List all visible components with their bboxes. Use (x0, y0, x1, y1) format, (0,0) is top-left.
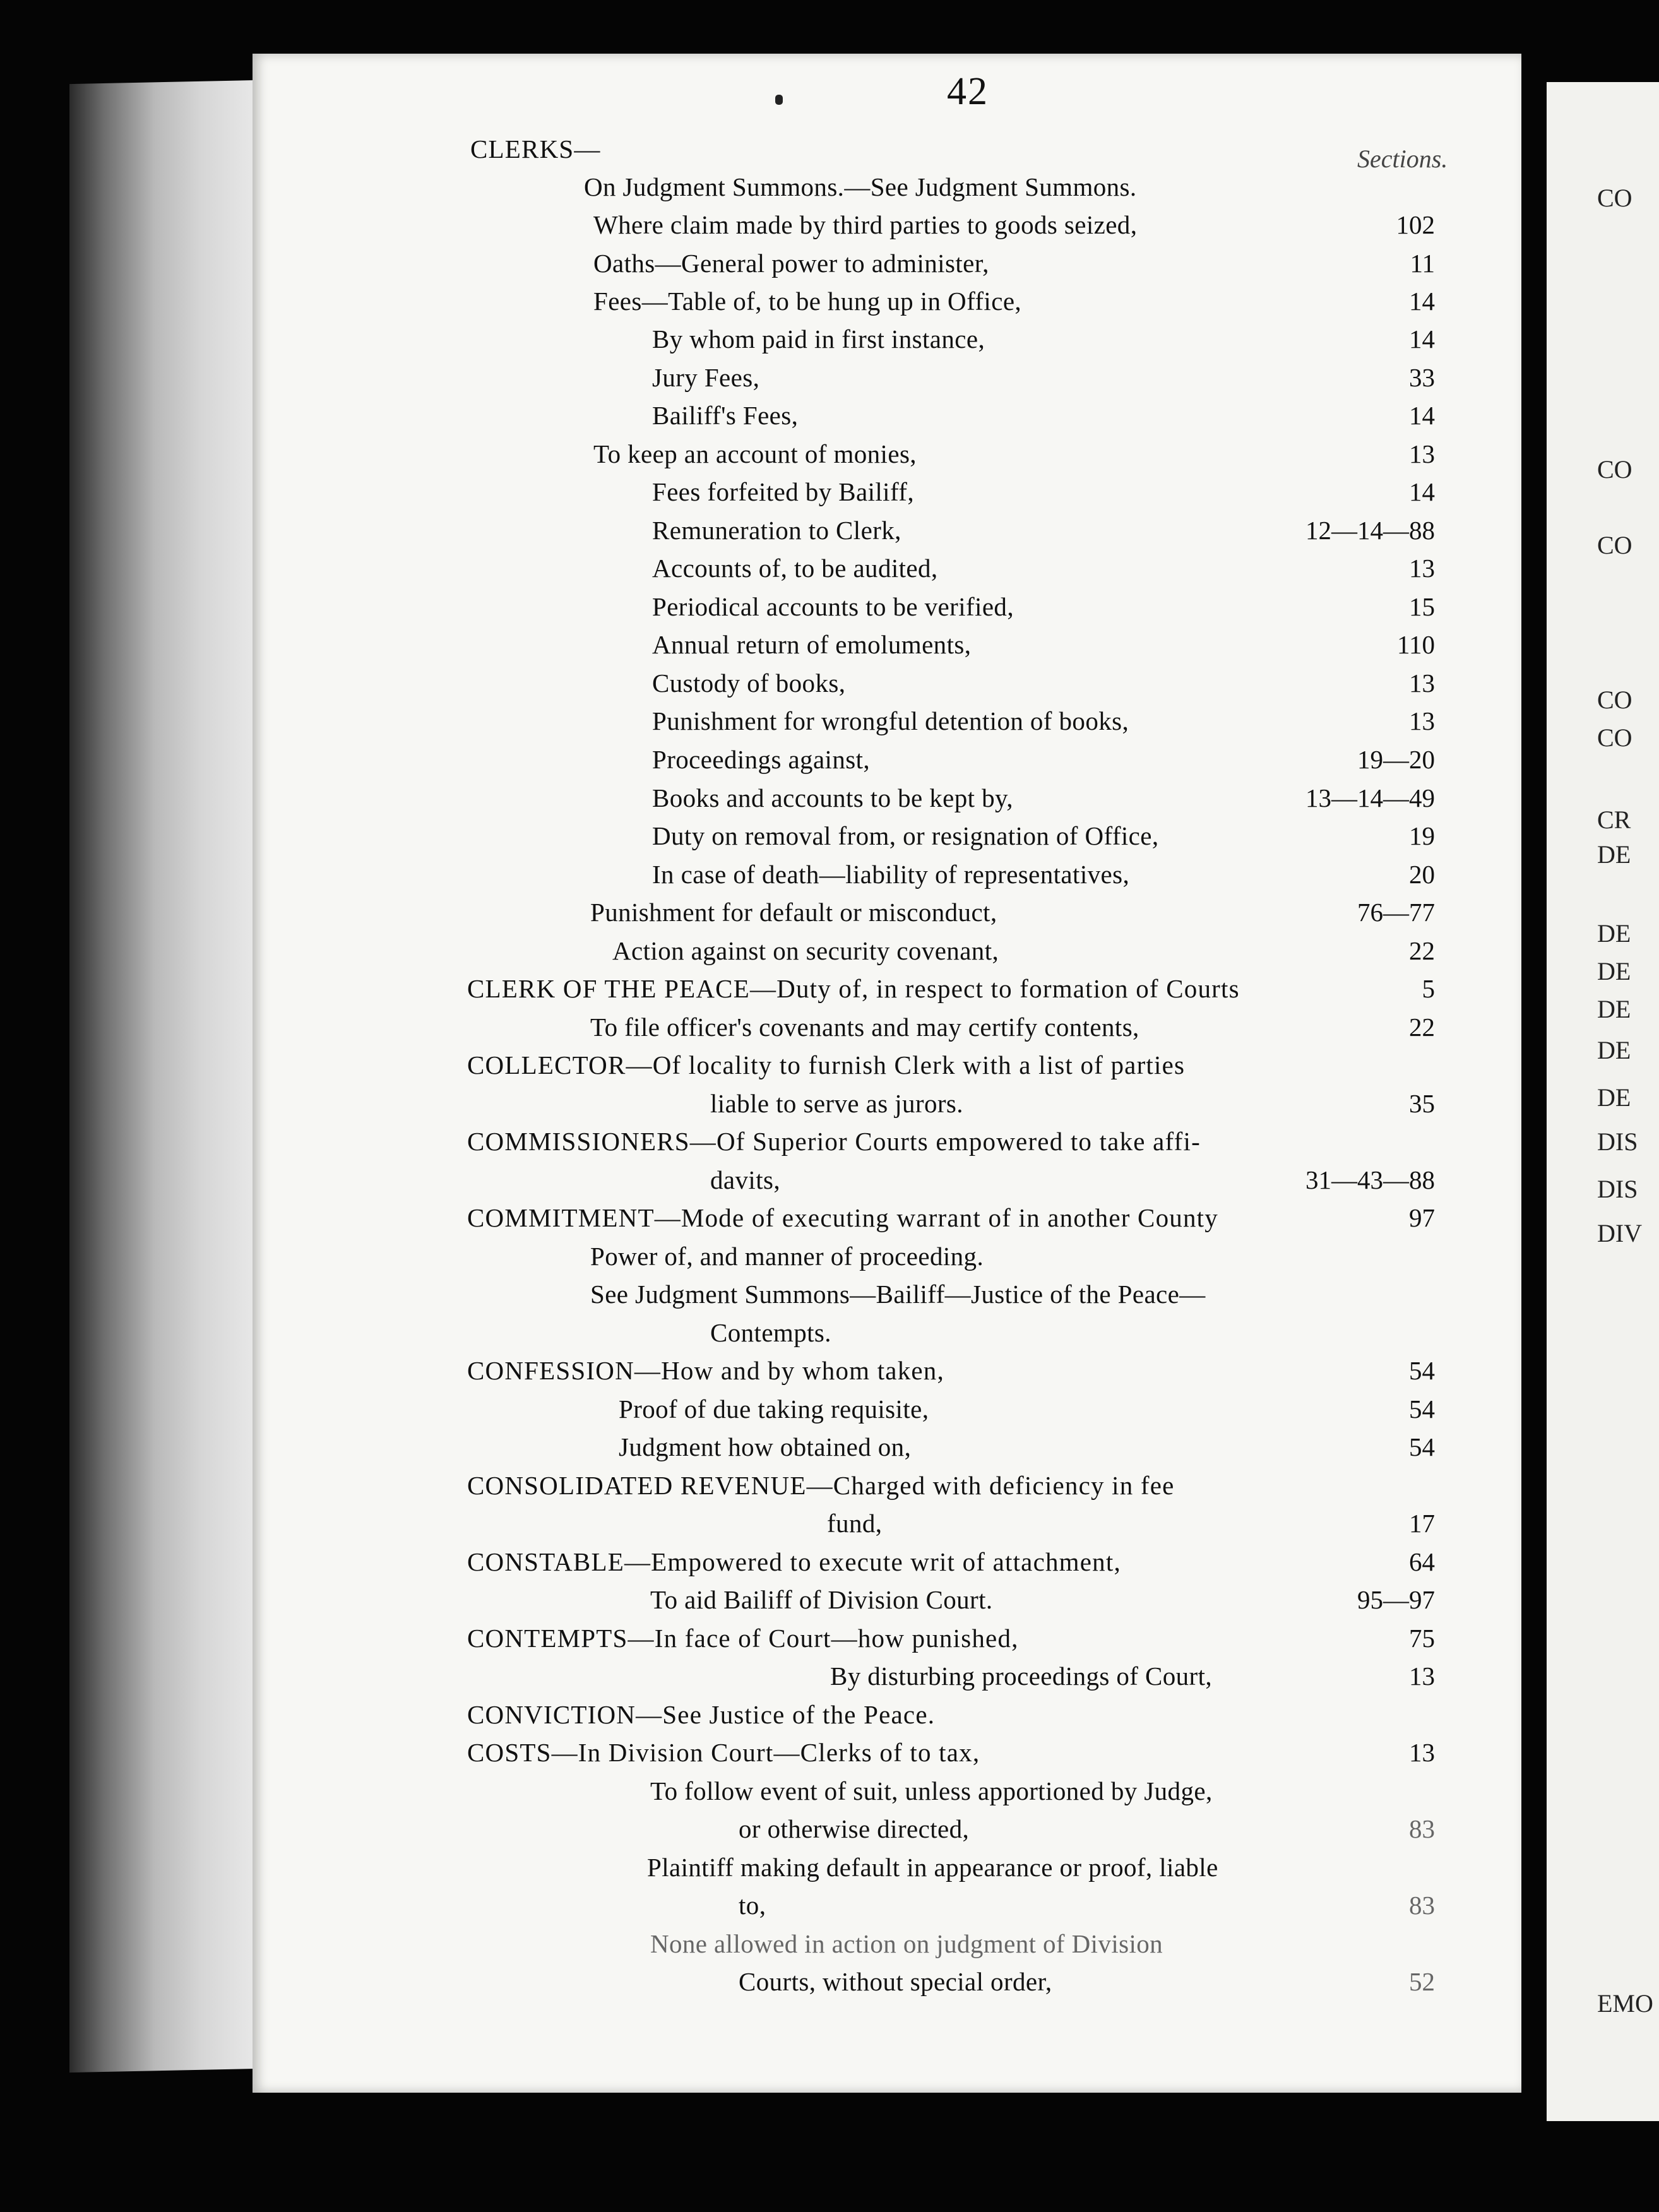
section-number: 12—14—88 (1305, 516, 1435, 545)
section-number: 76—77 (1357, 898, 1435, 927)
index-entry: None allowed in action on judgment of Division (650, 1929, 1163, 1958)
index-entry: By whom paid in first instance, (652, 324, 985, 354)
index-heading: COLLECTOR—Of locality to furnish Clerk with a list of parties (467, 1050, 1186, 1079)
section-number: 13 (1409, 1662, 1435, 1691)
section-number: 54 (1409, 1356, 1435, 1385)
section-number: 19—20 (1357, 745, 1435, 774)
index-entry: Custody of books, (652, 669, 846, 698)
section-number: 13—14—49 (1305, 783, 1435, 812)
index-entry: Where claim made by third parties to goods seized, (593, 210, 1138, 239)
index-entry: Bailiff's Fees, (652, 401, 799, 430)
facing-page-letter: DIS (1597, 1127, 1638, 1156)
index-heading: CONSTABLE—Empowered to execute writ of attachment, (467, 1547, 1121, 1576)
facing-page-letter: CO (1597, 723, 1632, 752)
index-entry: davits, (710, 1165, 780, 1194)
section-number: 22 (1409, 936, 1435, 965)
index-entry: Power of, and manner of proceeding. (590, 1242, 984, 1271)
index-heading: CONFESSION—How and by whom taken, (467, 1356, 944, 1385)
section-number: 54 (1409, 1432, 1435, 1461)
book-fore-edge (69, 80, 259, 2072)
section-number: 14 (1409, 401, 1435, 430)
section-number: 75 (1409, 1624, 1435, 1653)
index-entry: Remuneration to Clerk, (652, 516, 901, 545)
facing-page-letter: CO (1597, 184, 1632, 212)
section-number: 15 (1409, 592, 1435, 621)
index-entry: Plaintiff making default in appearance or proof, liable (647, 1853, 1218, 1882)
index-entry: To file officer's covenants and may certify contents, (590, 1013, 1139, 1042)
section-number: 13 (1409, 706, 1435, 735)
section-number: 13 (1409, 439, 1435, 468)
index-entry: To aid Bailiff of Division Court. (650, 1585, 993, 1614)
section-number: 5 (1422, 974, 1435, 1003)
index-entry: Proceedings against, (652, 745, 871, 774)
page-number: 42 (947, 70, 989, 113)
facing-page-letter: DIS (1597, 1175, 1638, 1203)
index-entry: Fees forfeited by Bailiff, (652, 477, 914, 506)
section-number: 83 (1409, 1891, 1435, 1920)
index-entry: Fees—Table of, to be hung up in Office, (593, 287, 1022, 316)
index-entry: Proof of due taking requisite, (619, 1394, 929, 1424)
facing-page-letter: DE (1597, 957, 1631, 985)
index-entry: Punishment for default or misconduct, (590, 898, 997, 927)
facing-page-letter: DE (1597, 995, 1631, 1023)
section-number: 13 (1409, 1738, 1435, 1767)
section-number: 14 (1409, 287, 1435, 316)
index-entry: In case of death—liability of representatives, (652, 860, 1130, 889)
index-entry: Periodical accounts to be verified, (652, 592, 1014, 621)
section-number: 83 (1409, 1814, 1435, 1843)
index-entry: To keep an account of monies, (593, 439, 917, 468)
index-heading: CONSOLIDATED REVENUE—Charged with deficiency in fee (467, 1471, 1175, 1500)
index-entry: to, (739, 1891, 766, 1920)
index-entry: Judgment how obtained on, (619, 1432, 912, 1461)
index-entry: Duty on removal from, or resignation of Office, (652, 821, 1159, 850)
index-entry: To follow event of suit, unless apportioned by Judge, (650, 1776, 1213, 1805)
index-entry: Books and accounts to be kept by, (652, 783, 1013, 812)
section-number: 64 (1409, 1547, 1435, 1576)
index-heading: COMMITMENT—Mode of executing warrant of in another County (467, 1203, 1218, 1232)
index-entry: liable to serve as jurors. (710, 1089, 963, 1118)
facing-page-letter: DIV (1597, 1219, 1643, 1247)
section-number: 110 (1397, 630, 1435, 659)
facing-page-letter: CO (1597, 455, 1632, 484)
section-number: 54 (1409, 1394, 1435, 1424)
section-number: 19 (1409, 821, 1435, 850)
section-number: 33 (1409, 363, 1435, 392)
facing-page-letter: EMO (1597, 1989, 1653, 2018)
index-entry: Oaths—General power to administer, (593, 249, 989, 278)
section-number: 14 (1409, 477, 1435, 506)
section-number: 31—43—88 (1305, 1165, 1435, 1194)
index-heading: CLERK OF THE PEACE—Duty of, in respect to formation of Courts (467, 974, 1240, 1003)
index-entry: Action against on security covenant, (612, 936, 999, 965)
facing-page-letter: CO (1597, 531, 1632, 559)
section-number: 17 (1409, 1509, 1435, 1538)
facing-page-letter: DE (1597, 1036, 1631, 1064)
facing-page-letter: CR (1597, 806, 1631, 834)
facing-page-letter: DE (1597, 1083, 1631, 1112)
section-number: 97 (1409, 1203, 1435, 1232)
section-number: 52 (1409, 1967, 1435, 1996)
section-number: 13 (1409, 554, 1435, 583)
index-entry: fund, (827, 1509, 883, 1538)
facing-page-letter: CO (1597, 686, 1632, 714)
index-entry: Jury Fees, (652, 363, 760, 392)
index-entry: See Judgment Summons—Bailiff—Justice of the Peace— (590, 1280, 1206, 1309)
index-heading: CONVICTION—See Justice of the Peace. (467, 1700, 936, 1729)
index-entry: Punishment for wrongful detention of books, (652, 706, 1129, 735)
section-number: 13 (1409, 669, 1435, 698)
facing-page-letter: DE (1597, 840, 1631, 869)
index-heading: CONTEMPTS—In face of Court—how punished, (467, 1624, 1019, 1653)
index-entry: Contempts. (710, 1318, 831, 1347)
index-heading: COSTS—In Division Court—Clerks of to tax, (467, 1738, 980, 1767)
index-entry: or otherwise directed, (739, 1814, 970, 1843)
section-number: 14 (1409, 324, 1435, 354)
sections-column-header: Sections. (1357, 145, 1448, 173)
section-number: 102 (1396, 210, 1435, 239)
section-number: 95—97 (1357, 1585, 1435, 1614)
index-entry: Courts, without special order, (739, 1967, 1052, 1996)
index-entry: Annual return of emoluments, (652, 630, 972, 659)
ink-dot (775, 95, 783, 105)
section-number: 22 (1409, 1013, 1435, 1042)
index-entry: Accounts of, to be audited, (652, 554, 938, 583)
index-entry: On Judgment Summons.—See Judgment Summons. (584, 172, 1137, 201)
section-number: 35 (1409, 1089, 1435, 1118)
index-heading: COMMISSIONERS—Of Superior Courts empowered to take affi- (467, 1127, 1201, 1156)
index-heading: CLERKS— (470, 134, 601, 164)
facing-page-letter: DE (1597, 919, 1631, 948)
section-number: 11 (1410, 249, 1435, 278)
index-entry: By disturbing proceedings of Court, (830, 1662, 1213, 1691)
section-number: 20 (1409, 860, 1435, 889)
